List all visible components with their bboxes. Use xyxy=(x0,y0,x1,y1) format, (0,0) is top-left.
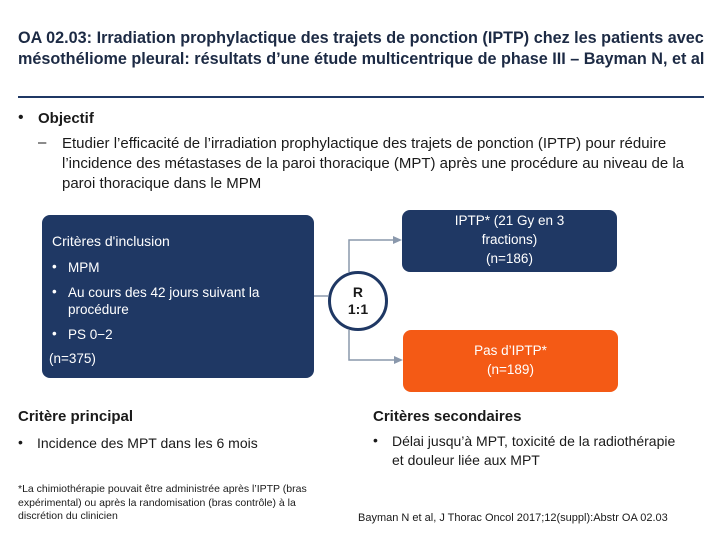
inclusion-bullet: • xyxy=(52,326,57,341)
iptp-arm-line: IPTP* (21 Gy en 3 xyxy=(454,213,565,228)
primary-endpoint-item: Incidence des MPT dans les 6 mois xyxy=(37,435,258,451)
primary-endpoint-bullet: • xyxy=(18,434,23,450)
no-iptp-arm-n: (n=189) xyxy=(487,362,534,377)
inclusion-title: Critères d'inclusion xyxy=(52,233,170,249)
inclusion-item: MPM xyxy=(68,260,100,275)
connector-r-to-no-iptp xyxy=(349,330,401,360)
secondary-endpoint-item: Délai jusqu’à MPT, toxicité de la radiothérapie et douleur liée aux MPT xyxy=(392,433,676,468)
no-iptp-arm-box xyxy=(403,330,618,392)
inclusion-item: Au cours des 42 jours suivant la procédure xyxy=(68,285,260,317)
inclusion-criteria-box xyxy=(42,215,314,378)
inclusion-bullet: • xyxy=(52,284,57,299)
inclusion-n: (n=375) xyxy=(49,351,96,366)
inclusion-bullet: • xyxy=(52,259,57,274)
primary-endpoint-heading: Critère principal xyxy=(18,408,134,425)
secondary-endpoints-heading: Critères secondaires xyxy=(373,408,522,425)
iptp-arm-n: (n=186) xyxy=(486,251,533,266)
footnote: *La chimiothérapie pouvait être administrée après l’IPTP (bras expérimental) ou après la randomisation (bras contrôle) à la discrétion du clinicien xyxy=(18,483,307,522)
no-iptp-arm-line: Pas d’IPTP* xyxy=(474,343,547,358)
arrowhead-no-iptp xyxy=(394,356,403,364)
objective-text: Etudier l’efficacité de l’irradiation prophylactique des trajets de ponction (IPTP) pour réduire l’incidence des métastases de la paroi thoracique (MPT) après une procédure au niveau de la paroi thoracique dans le MPM xyxy=(62,135,685,192)
arrowhead-iptp xyxy=(393,236,402,244)
secondary-endpoint-bullet: • xyxy=(373,432,378,448)
connector-r-to-iptp xyxy=(349,240,400,272)
objective-dash: – xyxy=(38,134,47,151)
objective-heading: Objectif xyxy=(38,110,94,127)
slide-title: OA 02.03: Irradiation prophylactique des trajets de ponction (IPTP) chez les patients avec mésothéliome pleural: résultats d’une étude multicentrique de phase III – Bayman N, et al xyxy=(18,29,705,68)
iptp-arm-box xyxy=(402,210,617,272)
citation: Bayman N et al, J Thorac Oncol 2017;12(suppl):Abstr OA 02.03 xyxy=(358,512,668,524)
inclusion-item: PS 0−2 xyxy=(68,327,113,342)
randomisation-circle: R 1:1 xyxy=(328,271,388,331)
iptp-arm-line: fractions) xyxy=(481,232,538,247)
objective-bullet: • xyxy=(18,109,24,126)
